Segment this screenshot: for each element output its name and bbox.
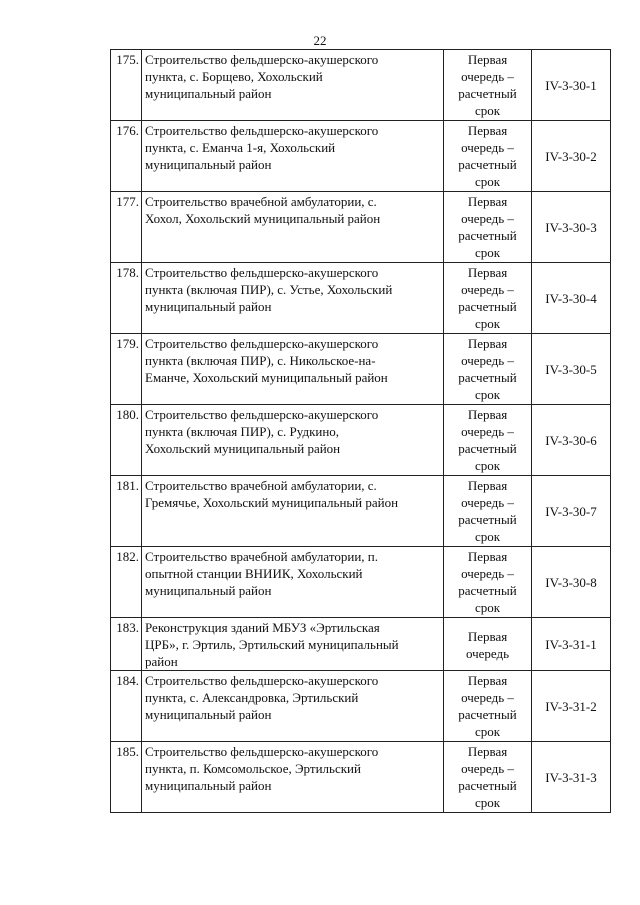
- row-number: 180.: [111, 405, 142, 476]
- implementation-stage: [444, 547, 532, 618]
- row-number: 183.: [111, 618, 142, 671]
- object-code: IV-3-31-1: [532, 618, 611, 671]
- stage-line: Первая: [467, 673, 508, 688]
- table-row: [111, 476, 611, 547]
- object-description: [142, 618, 444, 671]
- object-description: [142, 121, 444, 192]
- table-row: [111, 334, 611, 405]
- table-row: [111, 671, 611, 742]
- stage-line: очередь: [465, 645, 510, 661]
- implementation-stage: [444, 742, 532, 813]
- description-line: пункта, с. Борщево, Хохольский: [145, 69, 323, 84]
- object-description: [142, 547, 444, 618]
- description-line: Строительство врачебной амбулатории, с.: [145, 478, 377, 493]
- stage-line: срок: [474, 600, 501, 615]
- stage-line: срок: [474, 387, 501, 402]
- row-number: 179.: [111, 334, 142, 405]
- description-line: муниципальный район: [145, 86, 272, 101]
- object-code: IV-3-31-2: [532, 671, 611, 742]
- stage-line: срок: [474, 174, 501, 189]
- stage-line: очередь –: [461, 566, 514, 581]
- implementation-stage: [444, 263, 532, 334]
- description-line: Строительство фельдшерско-акушерского: [145, 52, 379, 67]
- description-line: Строительство фельдшерско-акушерского: [145, 336, 379, 351]
- stage-line: Первая: [467, 194, 508, 209]
- table-row: [111, 50, 611, 121]
- stage-line: срок: [474, 316, 501, 331]
- implementation-stage: [444, 618, 532, 671]
- description-line: муниципальный район: [145, 299, 272, 314]
- description-line: пункта, с. Еманча 1-я, Хохольский: [145, 140, 336, 155]
- description-line: Еманче, Хохольский муниципальный район: [145, 370, 388, 385]
- page-number: 22: [313, 33, 327, 48]
- stage-line: очередь –: [461, 761, 514, 776]
- object-description: [142, 671, 444, 742]
- description-line: район: [145, 654, 178, 669]
- description-line: муниципальный район: [145, 707, 272, 722]
- object-code: IV-3-30-4: [532, 263, 611, 334]
- stage-line: Первая: [467, 123, 508, 138]
- row-number: 182.: [111, 547, 142, 618]
- stage-line: очередь –: [461, 140, 514, 155]
- table-row: [111, 742, 611, 813]
- objects-table: [110, 49, 611, 813]
- stage-line: Первая: [467, 478, 508, 493]
- stage-line: расчетный: [458, 370, 517, 385]
- stage-line: Первая: [467, 628, 508, 644]
- stage-line: Первая: [467, 52, 508, 67]
- row-number: 181.: [111, 476, 142, 547]
- description-line: муниципальный район: [145, 157, 272, 172]
- description-line: пункта (включая ПИР), с. Никольское-на-: [145, 353, 376, 368]
- stage-line: Первая: [467, 265, 508, 280]
- stage-line: срок: [474, 529, 501, 544]
- description-line: пункта (включая ПИР), с. Рудкино,: [145, 424, 340, 439]
- stage-line: очередь –: [461, 424, 514, 439]
- stage-line: очередь –: [461, 495, 514, 510]
- table-row: [111, 618, 611, 671]
- stage-line: Первая: [467, 336, 508, 351]
- implementation-stage: [444, 476, 532, 547]
- stage-line: срок: [474, 103, 501, 118]
- description-line: Хохол, Хохольский муниципальный район: [145, 211, 381, 226]
- row-number: 185.: [111, 742, 142, 813]
- implementation-stage: [444, 405, 532, 476]
- stage-line: расчетный: [458, 228, 517, 243]
- stage-line: расчетный: [458, 441, 517, 456]
- row-number: 176.: [111, 121, 142, 192]
- stage-line: очередь –: [461, 69, 514, 84]
- stage-line: расчетный: [458, 157, 517, 172]
- stage-line: очередь –: [461, 690, 514, 705]
- description-line: муниципальный район: [145, 583, 272, 598]
- description-line: Строительство фельдшерско-акушерского: [145, 407, 379, 422]
- stage-line: расчетный: [458, 299, 517, 314]
- table-body: [111, 50, 611, 813]
- row-number: 177.: [111, 192, 142, 263]
- description-line: опытной станции ВНИИК, Хохольский: [145, 566, 363, 581]
- object-description: [142, 476, 444, 547]
- stage-line: очередь –: [461, 282, 514, 297]
- stage-line: срок: [474, 724, 501, 739]
- object-description: [142, 405, 444, 476]
- object-code: IV-3-31-3: [532, 742, 611, 813]
- stage-line: Первая: [467, 407, 508, 422]
- implementation-stage: [444, 334, 532, 405]
- stage-line: расчетный: [458, 583, 517, 598]
- object-description: [142, 263, 444, 334]
- implementation-stage: [444, 671, 532, 742]
- description-line: Хохольский муниципальный район: [145, 441, 341, 456]
- object-code: IV-3-30-7: [532, 476, 611, 547]
- object-code: IV-3-30-6: [532, 405, 611, 476]
- row-number: 178.: [111, 263, 142, 334]
- object-description: [142, 334, 444, 405]
- object-code: IV-3-30-3: [532, 192, 611, 263]
- description-line: Строительство фельдшерско-акушерского: [145, 673, 379, 688]
- stage-line: срок: [474, 458, 501, 473]
- description-line: Строительство фельдшерско-акушерского: [145, 123, 379, 138]
- description-line: Реконструкция зданий МБУЗ «Эртильская: [145, 620, 380, 635]
- description-line: Строительство фельдшерско-акушерского: [145, 265, 379, 280]
- object-description: [142, 192, 444, 263]
- stage-line: расчетный: [458, 707, 517, 722]
- object-code: IV-3-30-2: [532, 121, 611, 192]
- implementation-stage: [444, 121, 532, 192]
- table-row: [111, 121, 611, 192]
- description-line: пункта, с. Александровка, Эртильский: [145, 690, 359, 705]
- stage-line: расчетный: [458, 512, 517, 527]
- description-line: ЦРБ», г. Эртиль, Эртильский муниципальный: [145, 637, 399, 652]
- table-row: [111, 192, 611, 263]
- description-line: Строительство фельдшерско-акушерского: [145, 744, 379, 759]
- stage-line: Первая: [467, 549, 508, 564]
- stage-line: расчетный: [458, 86, 517, 101]
- object-code: IV-3-30-8: [532, 547, 611, 618]
- implementation-stage: [444, 192, 532, 263]
- description-line: Гремячье, Хохольский муниципальный район: [145, 495, 399, 510]
- stage-line: срок: [474, 245, 501, 260]
- row-number: 184.: [111, 671, 142, 742]
- description-line: Строительство врачебной амбулатории, с.: [145, 194, 377, 209]
- stage-line: расчетный: [458, 778, 517, 793]
- stage-line: очередь –: [461, 353, 514, 368]
- table-row: [111, 263, 611, 334]
- stage-line: срок: [474, 795, 501, 810]
- description-line: пункта (включая ПИР), с. Устье, Хохольский: [145, 282, 393, 297]
- table-row: [111, 405, 611, 476]
- row-number: 175.: [111, 50, 142, 121]
- description-line: пункта, п. Комсомольское, Эртильский: [145, 761, 361, 776]
- object-code: IV-3-30-5: [532, 334, 611, 405]
- stage-line: очередь –: [461, 211, 514, 226]
- stage-line: Первая: [467, 744, 508, 759]
- description-line: муниципальный район: [145, 778, 272, 793]
- table-row: [111, 547, 611, 618]
- object-description: [142, 742, 444, 813]
- object-description: [142, 50, 444, 121]
- object-code: IV-3-30-1: [532, 50, 611, 121]
- description-line: Строительство врачебной амбулатории, п.: [145, 549, 378, 564]
- implementation-stage: [444, 50, 532, 121]
